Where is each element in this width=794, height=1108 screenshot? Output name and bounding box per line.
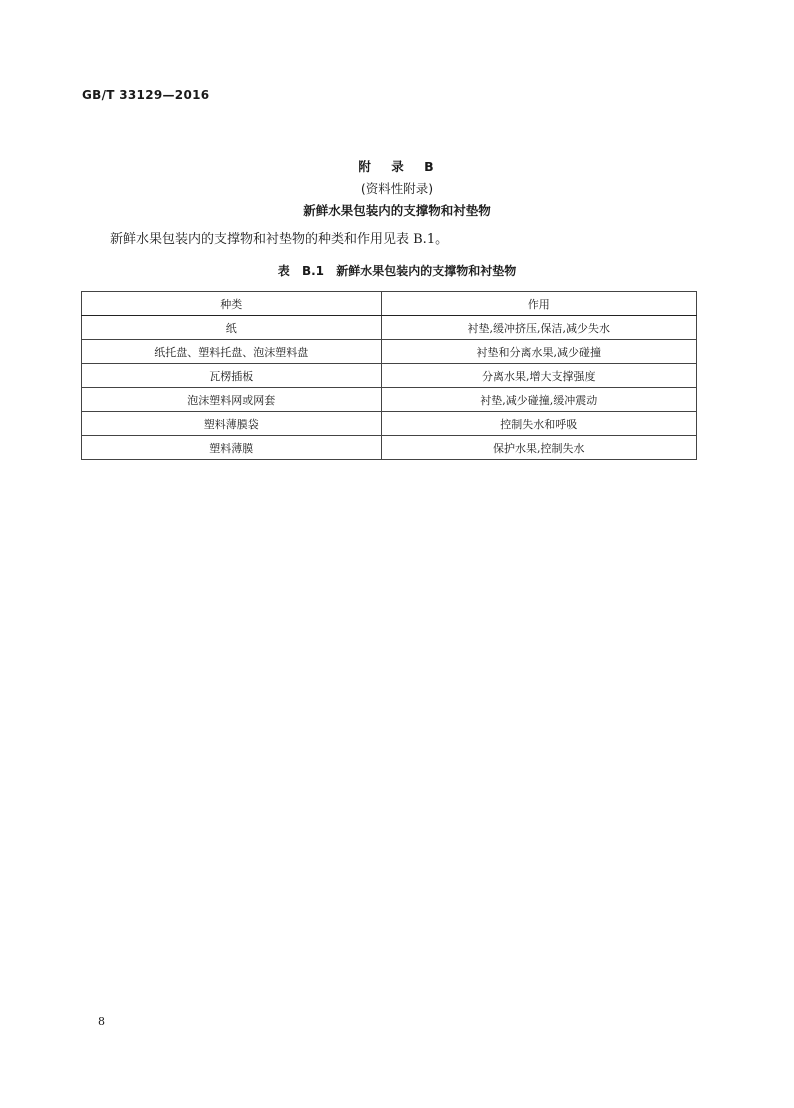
table-row <box>82 436 697 460</box>
cell-type: 塑料薄膜 <box>82 436 382 460</box>
table-row <box>82 364 697 388</box>
cell-function: 保护水果,控制失水 <box>381 436 696 460</box>
table-row <box>82 388 697 412</box>
cell-function: 衬垫,减少碰撞,缓冲震动 <box>381 388 696 412</box>
cell-type: 瓦楞插板 <box>82 364 382 388</box>
table-header-row <box>82 292 697 316</box>
table-row <box>82 412 697 436</box>
cell-type: 纸 <box>82 316 382 340</box>
annex-title: 新鲜水果包装内的支撑物和衬垫物 <box>303 203 491 218</box>
table-row <box>82 316 697 340</box>
cell-type: 纸托盘、塑料托盘、泡沫塑料盘 <box>82 340 382 364</box>
cell-function: 衬垫,缓冲挤压,保洁,减少失水 <box>381 316 696 340</box>
table-row <box>82 340 697 364</box>
cell-function: 衬垫和分离水果,减少碰撞 <box>381 340 696 364</box>
annex-label: 附 录 B <box>358 159 442 174</box>
support-cushion-table <box>81 291 697 460</box>
annex-type: (资料性附录) <box>360 181 434 196</box>
cell-function: 控制失水和呼吸 <box>381 412 696 436</box>
standard-code: GB/T 33129—2016 <box>82 88 210 102</box>
cell-type: 泡沫塑料网或网套 <box>82 388 382 412</box>
table-caption: 表 B.1 新鲜水果包装内的支撑物和衬垫物 <box>277 264 517 278</box>
cell-function: 分离水果,增大支撑强度 <box>381 364 696 388</box>
column-header-function: 作用 <box>381 292 696 316</box>
column-header-type: 种类 <box>82 292 382 316</box>
intro-paragraph: 新鲜水果包装内的支撑物和衬垫物的种类和作用见表 B.1。 <box>110 232 449 247</box>
cell-type: 塑料薄膜袋 <box>82 412 382 436</box>
page-number: 8 <box>98 1015 105 1028</box>
